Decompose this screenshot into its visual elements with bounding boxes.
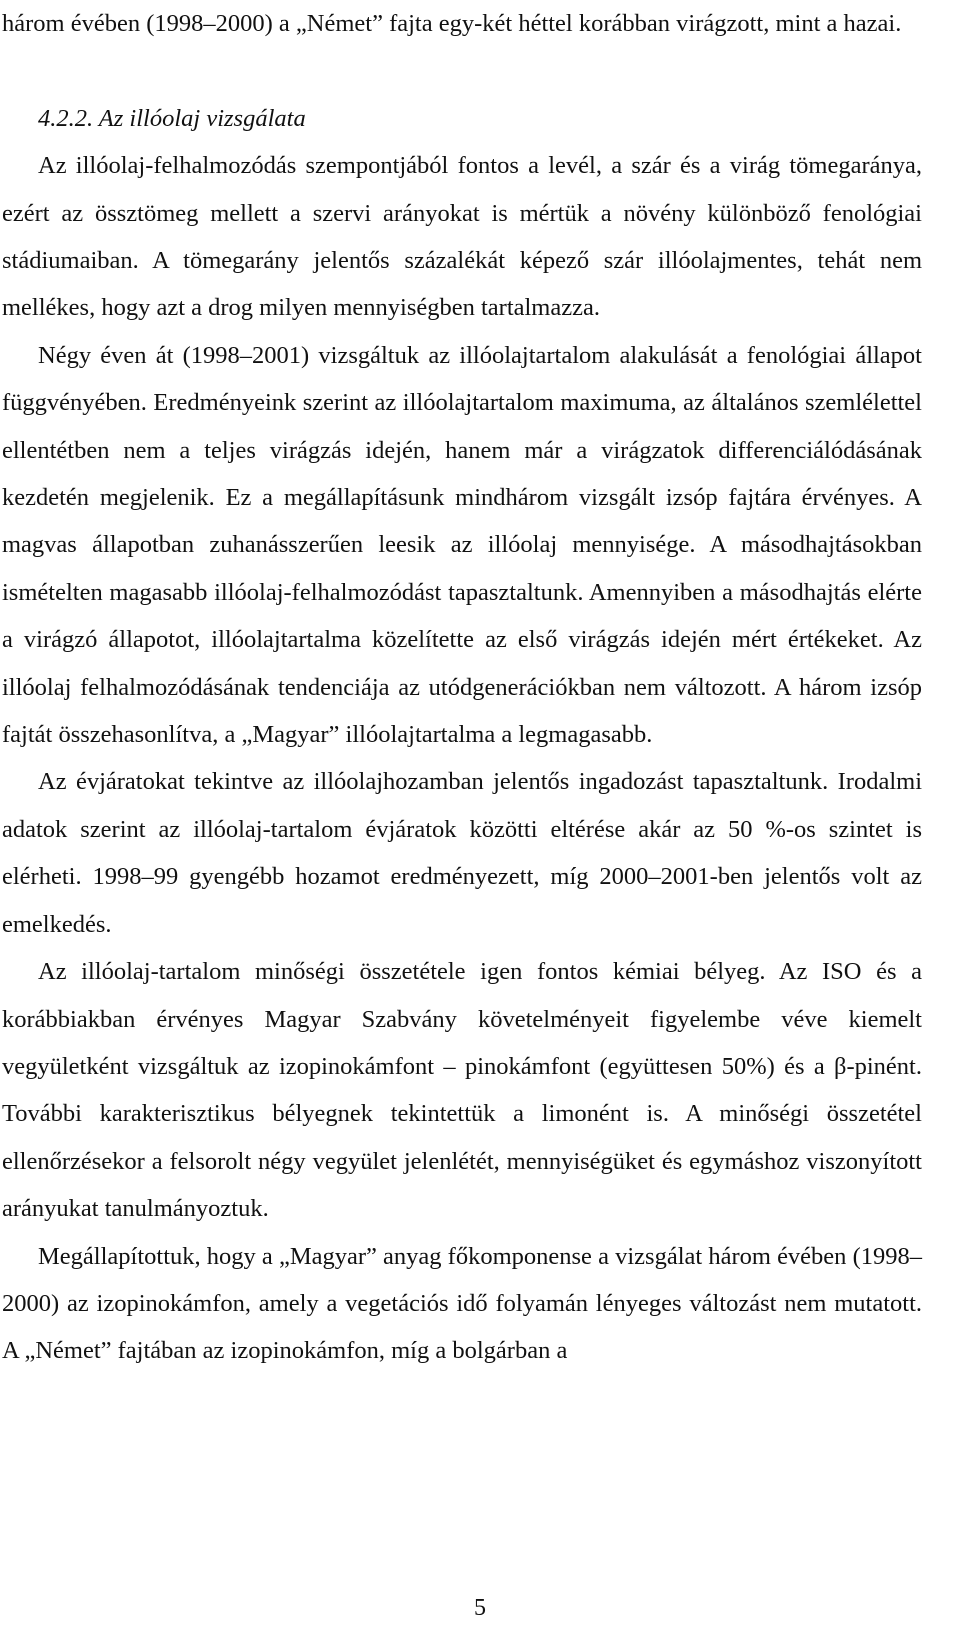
paragraph-3: Az évjáratokat tekintve az illóolajhozamban jelentős ingadozást tapasztaltunk. Irodalmi adatok szerint az illóolaj-tartalom évjáratok közötti eltérése akár az 50 %-os szintet is elérheti. 1998–99 gyengébb hozamot eredményezett, míg 2000–2001-ben jelentős volt az emelkedés. (2, 768, 922, 938)
paragraph-spacer (2, 47, 922, 94)
paragraph-4: Az illóolaj-tartalom minőségi összetétele igen fontos kémiai bélyeg. Az ISO és a korábbiakban érvényes Magyar Szabvány követelményeit figyelembe véve kiemelt vegyületként vizsgáltuk az izopinokámfont – pinokámfont (együttesen 50%) és a β-pinént. További karakterisztikus bélyegnek tekintettük a limonént is. A minőségi összetétel ellenőrzésekor a felsorolt négy vegyület jelenlétét, mennyiségüket és egymáshoz viszonyított arányukat tanulmányoztuk. (2, 958, 922, 1223)
paragraph-2: Négy éven át (1998–2001) vizsgáltuk az illóolajtartalom alakulását a fenológiai állapot függvényében. Eredményeink szerint az illóolajtartalom maximuma, az általános szemlélettel ellentétben nem a teljes virágzás idején, hanem már a virágzatok differenciálódásának kezdetén megjelenik. Ez a megállapításunk mindhárom vizsgált izsóp fajtára érvényes. A magvas állapotban zuhanásszerűen leesik az illóolaj mennyisége. A másodhajtásokban ismételten magasabb illóolaj-felhalmozódást tapasztaltunk. Amennyiben a másodhajtás elérte a virágzó állapotot, illóolajtartalma közelítette az első virágzás idején mért értékeket. Az illóolaj felhalmozódásának tendenciája az utódgenerációkban nem változott. A három izsóp fajtát összehasonlítva, a „Magyar” illóolajtartalma a legmagasabb. (2, 341, 922, 749)
paragraph-5: Megállapítottuk, hogy a „Magyar” anyag főkomponense a vizsgálat három évében (1998–2000) az izopinokámfon, amely a vegetációs idő folyamán lényeges változást nem mutatott. A „Német” fajtában az izopinokámfon, míg a bolgárban a (2, 1242, 922, 1365)
paragraph-1: Az illóolaj-felhalmozódás szempontjából fontos a levél, a szár és a virág tömegaránya, ezért az össztömeg mellett a szervi arányokat is mértük a növény különböző fenológiai stádiumaiban. A tömegarány jelentős százalékát képező szár illóolajmentes, tehát nem mellékes, hogy azt a drog milyen mennyiségben tartalmazza. (2, 152, 922, 322)
carryover-paragraph: három évében (1998–2000) a „Német” fajta egy-két héttel korábban virágzott, mint a hazai. (2, 10, 902, 37)
section-heading: 4.2.2. Az illóolaj vizsgálata (38, 104, 306, 132)
page-number: 5 (474, 1595, 486, 1621)
